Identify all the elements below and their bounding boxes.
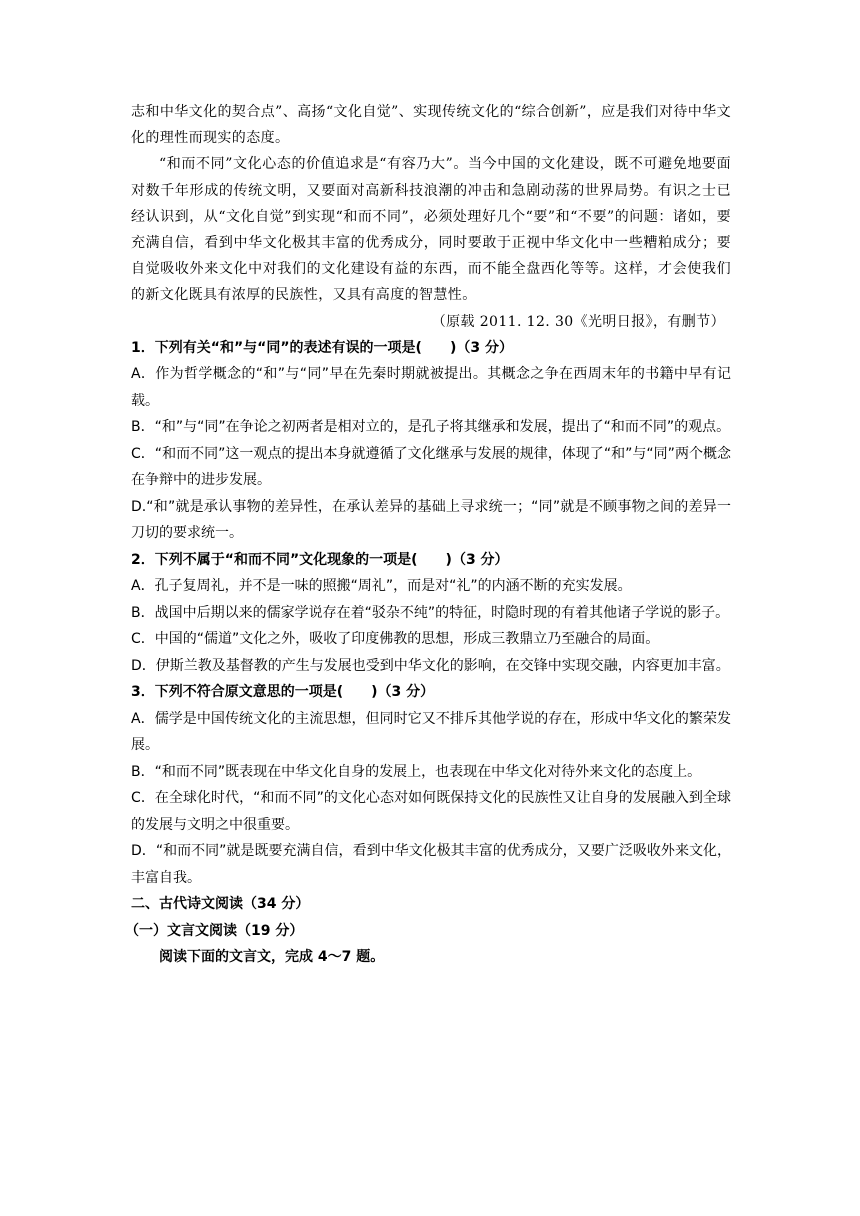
answer-option: D．“和而不同”就是既要充满自信，看到中华文化极其丰富的优秀成分，又要广泛吸收外来文化，丰富自我。 [131, 843, 731, 886]
answer-option: C．“和而不同”这一观点的提出本身就遵循了文化继承与发展的规律，体现了“和”与“同”两个概念在争辩中的进步发展。 [131, 445, 731, 489]
answer-option: C．在全球化时代，“和而不同”的文化心态对如何既保持文化的民族性又让自身的发展融入到全球的发展与文明之中很重要。 [131, 790, 731, 833]
passage-source: （原载 2011. 12. 30《光明日报》，有删节） [431, 313, 725, 330]
passage-paragraph: 志和中华文化的契合点”、高扬“文化自觉”、实现传统文化的“综合创新”，应是我们对待中华文化的理性而现实的态度。 [131, 104, 731, 147]
answer-option: B．“和而不同”既表现在中华文化自身的发展上，也表现在中华文化对待外来文化的态度上。 [131, 763, 702, 780]
answer-option: D．伊斯兰教及基督教的产生与发展也受到中华文化的影响，在交锋中实现交融，内容更加丰富。 [131, 657, 730, 674]
section-heading: 二、古代诗文阅读（34 分） [131, 896, 310, 913]
subsection-heading: （一）文言文阅读（19 分） [125, 922, 304, 939]
question-stem: 1．下列有关“和”与“同”的表述有误的一项是( )（3 分） [131, 339, 513, 356]
question-stem: 2．下列不属于“和而不同”文化现象的一项是( )（3 分） [131, 551, 509, 568]
answer-option: B．战国中后期以来的儒家学说存在着“驳杂不纯”的特征，时隐时现的有着其他诸子学说的影子。 [131, 604, 730, 621]
answer-option: D.“和”就是承认事物的差异性，在承认差异的基础上寻求统一；“同”就是不顾事物之间的差异一刀切的要求统一。 [131, 498, 731, 542]
answer-option: B．“和”与“同”在争论之初两者是相对立的，是孔子将其继承和发展，提出了“和而不同”的观点。 [131, 419, 731, 436]
answer-option: C．中国的“儒道”文化之外，吸收了印度佛教的思想，形成三教鼎立乃至融合的局面。 [131, 631, 660, 648]
question-stem: 3．下列不符合原文意思的一项是( )（3 分） [131, 684, 435, 701]
reading-instruction: 阅读下面的文言文，完成 4～7 题。 [159, 949, 385, 966]
page-content [125, 99, 731, 971]
answer-option: A．儒学是中国传统文化的主流思想，但同时它又不排斥其他学说的存在，形成中华文化的繁荣发展。 [131, 710, 731, 754]
passage-paragraph: “和而不同”文化心态的价值追求是“有容乃大”。当今中国的文化建设，既不可避免地要面对数千年形成的传统文明，又要面对高新科技浪潮的冲击和急剧动荡的世界局势。有识之士已经认识到，从“文化自觉”到实现“和而不同”，必须处理好几个“要”和“不要”的问题：诸如，要充满自信，看到中华文化极其丰富的优秀成分，同时要敢于正视中华文化中一些糟粕成分；要自觉吸收外来文化中对我们的文化建设有益的东西，而不能全盘西化等等。这样，才会使我们的新文化既具有浓厚的民族性，又具有高度的智慧性。 [131, 156, 731, 304]
answer-option: A．作为哲学概念的“和”与“同”早在先秦时期就被提出。其概念之争在西周末年的书籍中早有记载。 [131, 366, 731, 409]
answer-option: A．孔子复周礼，并不是一味的照搬“周礼”，而是对“礼”的内涵不断的充实发展。 [131, 578, 632, 595]
